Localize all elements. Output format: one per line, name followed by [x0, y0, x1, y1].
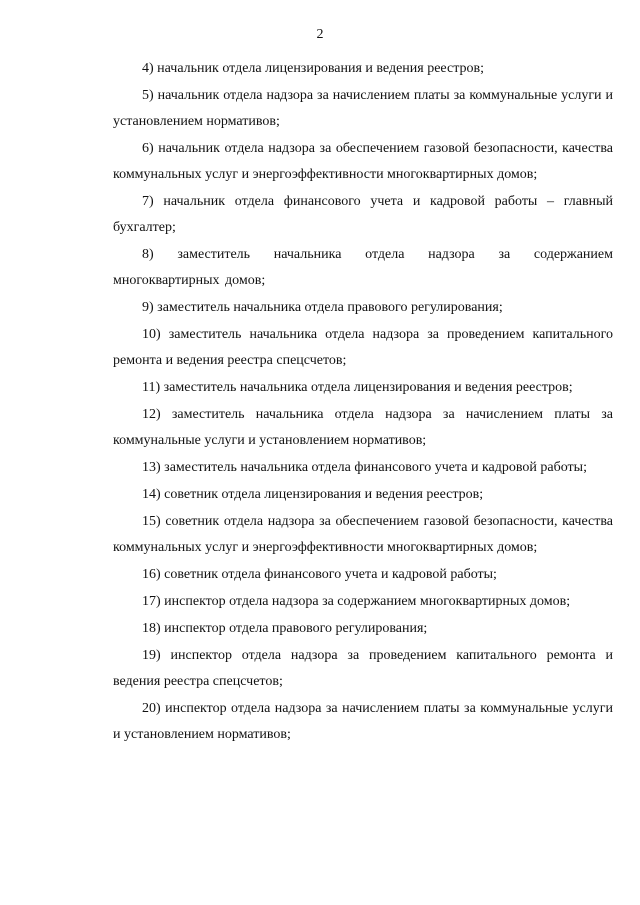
list-item: 17) инспектор отдела надзора за содержанием многоквартирных домов; — [142, 594, 571, 609]
list-item: 4) начальник отдела лицензирования и ведения реестров; — [142, 61, 484, 76]
list-item: 7) начальник отдела финансового учета и кадровой работы – главный бухгалтер; — [113, 194, 613, 235]
list-item: 13) заместитель начальника отдела финансового учета и кадровой работы; — [142, 460, 587, 475]
list-item: 5) начальник отдела надзора за начислением платы за коммунальные услуги и установлением нормативов; — [113, 88, 613, 129]
list-item: 10) заместитель начальника отдела надзора за проведением капитального ремонта и ведения реестра спецсчетов; — [113, 327, 613, 368]
list-item: 8) заместитель начальника отдела надзора за содержанием многоквартирных домов; — [113, 247, 613, 288]
list-item: 16) советник отдела финансового учета и кадровой работы; — [142, 567, 497, 582]
list-item: 20) инспектор отдела надзора за начислением платы за коммунальные услуги и установлением нормативов; — [113, 701, 613, 742]
list-item: 11) заместитель начальника отдела лицензирования и ведения реестров; — [142, 380, 573, 395]
list-item: 19) инспектор отдела надзора за проведением капитального ремонта и ведения реестра спецсчетов; — [113, 648, 613, 689]
page-number: 2 — [316, 27, 324, 42]
list-item: 9) заместитель начальника отдела правового регулирования; — [142, 300, 503, 315]
list-item: 18) инспектор отдела правового регулирования; — [142, 621, 428, 636]
list-item: 15) советник отдела надзора за обеспечением газовой безопасности, качества коммунальных услуг и энергоэффективности многоквартирных домов; — [113, 514, 613, 555]
document-body — [113, 56, 613, 749]
list-item: 12) заместитель начальника отдела надзора за начислением платы за коммунальные услуги и установлением нормативов; — [113, 407, 613, 448]
list-item: 14) советник отдела лицензирования и ведения реестров; — [142, 487, 484, 502]
list-item: 6) начальник отдела надзора за обеспечением газовой безопасности, качества коммунальных услуг и энергоэффективности многоквартирных домов; — [113, 141, 613, 182]
